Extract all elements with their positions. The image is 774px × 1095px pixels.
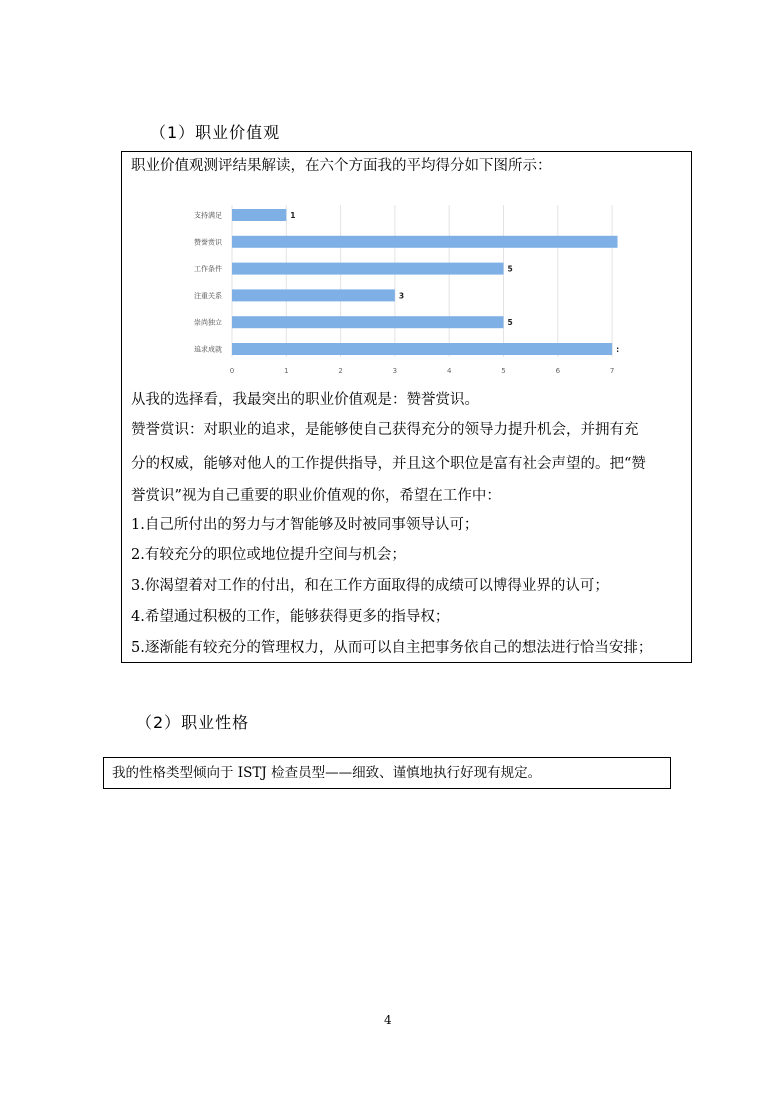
section2-title: （2）职业性格 bbox=[136, 713, 250, 732]
page-number: 4 bbox=[384, 1013, 392, 1027]
category-label: 追求成就 bbox=[194, 345, 222, 354]
bar bbox=[232, 209, 286, 221]
value-label: 3 bbox=[398, 291, 405, 301]
value-label: 5 bbox=[507, 264, 513, 274]
category-label: 支持满足 bbox=[194, 211, 222, 220]
value-label: 5 bbox=[507, 318, 513, 328]
x-tick-label: 1 bbox=[284, 367, 289, 375]
list-item-1: 1.自己所付出的努力与才智能够及时被同事领导认可； bbox=[131, 517, 479, 533]
bar bbox=[232, 289, 395, 301]
personality-text: 我的性格类型倾向于 ISTJ 检查员型——细致、谨慎地执行好现有规定。 bbox=[112, 765, 542, 781]
category-label: 崇尚独立 bbox=[194, 318, 222, 327]
list-item-3: 3.你渴望着对工作的付出，和在工作方面取得的成绩可以博得业界的认可； bbox=[131, 578, 609, 594]
desc-line-3: 誉赏识”视为自己重要的职业价值观的你，希望在工作中： bbox=[131, 488, 501, 504]
section1-title: （1）职业价值观 bbox=[150, 123, 281, 142]
list-item-2: 2.有较充分的职位或地位提升空间与机会； bbox=[131, 547, 406, 563]
bar bbox=[232, 343, 612, 355]
x-tick-label: 0 bbox=[229, 367, 235, 375]
x-tick-label: 3 bbox=[392, 367, 398, 375]
x-tick-label: 2 bbox=[338, 367, 343, 375]
desc-line-1: 赞誉赏识：对职业的追求，是能够使自己获得充分的领导力提升机会，并拥有充 bbox=[131, 422, 639, 438]
values-bar-chart bbox=[122, 192, 691, 492]
category-label: 注重关系 bbox=[194, 291, 222, 300]
bar bbox=[232, 263, 504, 275]
x-tick-label: 5 bbox=[501, 367, 506, 375]
bar bbox=[232, 236, 618, 248]
value-label: 1 bbox=[290, 211, 296, 220]
value-label: : bbox=[616, 345, 620, 354]
intro-text: 职业价值观测评结果解读，在六个方面我的平均得分如下图所示： bbox=[131, 158, 552, 174]
result-text: 从我的选择看，我最突出的职业价值观是：赞誉赏识。 bbox=[131, 392, 479, 408]
list-item-4: 4.希望通过积极的工作，能够获得更多的指导权； bbox=[131, 609, 450, 625]
x-tick-label: 6 bbox=[555, 367, 561, 375]
x-tick-label: 7 bbox=[609, 367, 615, 375]
chart-value-labels bbox=[290, 211, 619, 354]
bar bbox=[232, 316, 504, 328]
career-values-box bbox=[121, 151, 692, 663]
chart-category-labels bbox=[194, 211, 223, 354]
personality-box bbox=[103, 757, 671, 789]
category-label: 赞誉赏识 bbox=[194, 238, 222, 247]
chart-bars bbox=[232, 209, 618, 355]
chart-x-ticks bbox=[230, 367, 615, 375]
category-label: 工作条件 bbox=[194, 265, 222, 274]
x-tick-label: 4 bbox=[446, 367, 452, 375]
desc-line-2: 分的权威，能够对他人的工作提供指导，并且这个职位是富有社会声望的。把“赞 bbox=[131, 456, 646, 472]
chart-grid bbox=[232, 205, 612, 357]
list-item-5: 5.逐渐能有较充分的管理权力，从而可以自主把事务依自己的想法进行恰当安排； bbox=[131, 640, 653, 656]
